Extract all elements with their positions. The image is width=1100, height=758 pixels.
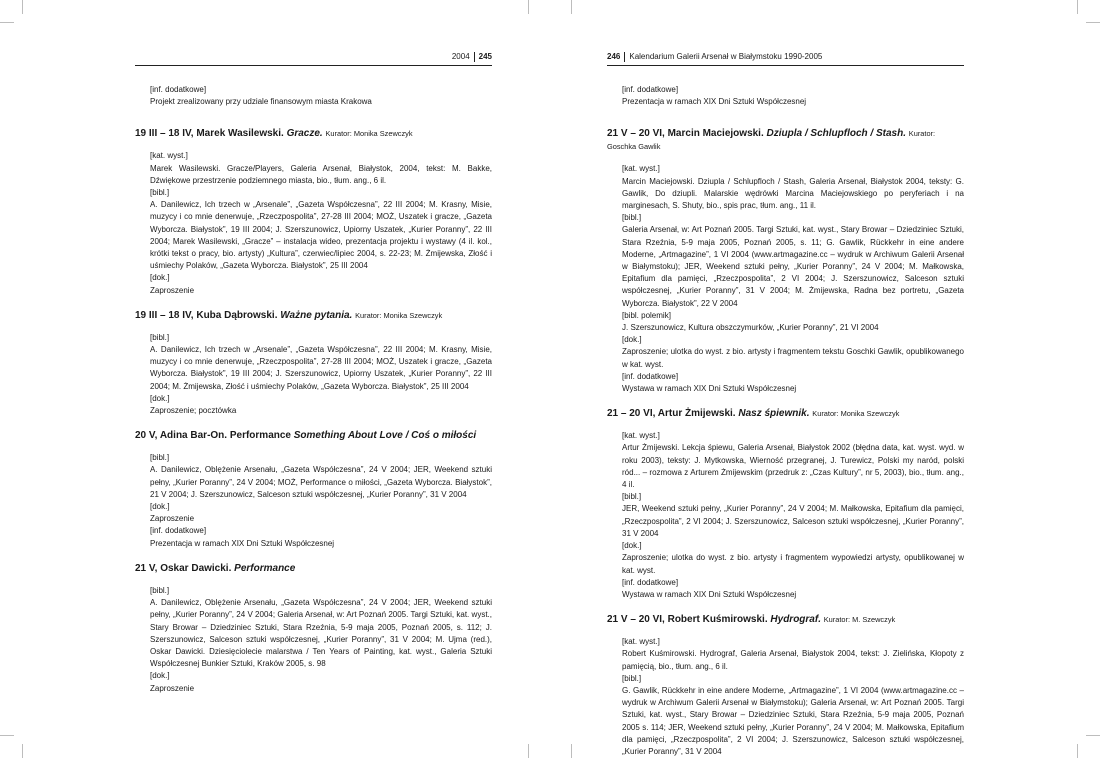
entry-date: 21 V, Oskar Dawicki. <box>135 562 232 574</box>
header-year: 2004 <box>451 52 470 61</box>
section-label: [kat. wyst.] <box>622 637 660 647</box>
section-label: [bibl.] <box>622 213 642 223</box>
entry-body <box>622 163 964 395</box>
entry-curator: Kurator: Monika Szewczyk <box>812 409 900 419</box>
exhibition-entry <box>607 127 964 395</box>
entry-heading <box>607 613 964 626</box>
entry-text: Zaproszenie <box>150 514 195 524</box>
intro-block <box>150 84 492 108</box>
exhibition-entry <box>607 613 964 758</box>
entry-text: J. Szerszunowicz, Kultura obszczymurków, „Kurier Poranny”, 21 VI 2004 <box>622 323 879 333</box>
page-number: 245 <box>478 52 492 61</box>
entry-text: Wystawa w ramach XIX Dni Sztuki Współczesnej <box>622 384 797 394</box>
entry-curator: Kurator: Monika Szewczyk <box>325 129 413 139</box>
intro-text: Prezentacja w ramach XIX Dni Sztuki Współczesnej <box>622 97 807 107</box>
entry-text: Marcin Maciejowski. Dziupla / Schlupfloch / Stash, Galeria Arsenał, Białystok 2004, teksty: G. Gawlik, Do dziupli. Malarskie wędrówki Marcina Maciejowskiego po peryferiach i na marginesach, S. Shuty, bio., spis prac, tłum. ang., 11 il. <box>622 176 964 211</box>
entry-body <box>622 430 964 601</box>
entry-heading <box>135 429 492 442</box>
entry-date: 21 V – 20 VI, Marcin Maciejowski. <box>607 128 764 140</box>
exhibition-entry <box>607 407 964 601</box>
entry-title: Something About Love / Coś o miłości <box>293 430 477 442</box>
exhibition-entry <box>135 309 492 417</box>
exhibition-entry <box>135 429 492 550</box>
entry-title: Dziupla / Schlupfloch / Stash. <box>766 128 906 140</box>
entry-text: G. Gawlik, Rückkehr in eine andere Moderne, „Artmagazine”, 1 VI 2004 (www.artmagazine.cc – wydruk w Archiwum Galerii Arsenał w Białymstoku); Galeria Arsenał, w: Art Poznań 2005. Targi Sztuki, kat. wyst., Stary Browar – Dziedziniec Sztuki, Stara Rzeźnia, 5-9 maja 2005, Poznań 2005 s. 114; JER, Weekend sztuki pełny, „Kurier Poranny”, 24 V 2004; M. Małkowska, Epitafium dla pamięci, „Rzeczpospolita”, 2 VI 2004; J. Szerszunowicz, Salceson sztuki współczesnej, „Kurier Poranny”, 31 V 2004 <box>622 685 964 756</box>
header-separator <box>474 52 475 62</box>
entry-text: A. Danilewicz, Ich trzech w „Arsenale”, „Gazeta Współczesna”, 22 III 2004; M. Krasny, Misie, muzycy i co mnie denerwuje, „Rzeczpospolita”, 27-28 III 2004; MOŻ, Uszatek i gracze, „Gazeta Wyborcza. Białystok”, 19 III 2004; J. Szerszunowicz, Upiorny Uszatek, „Kurier Poranny”, 22 III 2004; M. Żmijewska, Złość i uśmiechy Polaków, „Gazeta Wyborcza. Białystok”, 25 III 2004 <box>150 345 492 391</box>
entry-title: Nasz śpiewnik. <box>738 408 810 420</box>
entry-curator: Kurator: Monika Szewczyk <box>355 310 443 320</box>
entry-heading <box>607 127 964 153</box>
section-label: [inf. dodatkowe] <box>150 526 207 536</box>
right-column <box>607 84 964 758</box>
entry-body <box>622 636 964 758</box>
section-label: [dok.] <box>150 393 170 403</box>
running-title: Kalendarium Galerii Arsenał w Białymstoku 1990-2005 <box>629 52 823 61</box>
section-label: [inf. dodatkowe] <box>622 371 679 381</box>
entry-text: Zaproszenie <box>150 285 195 295</box>
entry-title: Hydrograf. <box>770 614 821 626</box>
section-label: [kat. wyst.] <box>150 151 188 161</box>
entry-heading <box>135 127 492 140</box>
entry-date: 19 III – 18 IV, Marek Wasilewski. <box>135 128 284 140</box>
section-label: [kat. wyst.] <box>622 164 660 174</box>
section-label: [bibl.] <box>150 585 170 595</box>
right-page <box>550 0 1100 758</box>
entry-body <box>150 452 492 550</box>
intro-block <box>622 84 964 108</box>
entry-text: Zaproszenie; ulotka do wyst. z bio. artysty i fragmentem tekstu Goschki Gawlik, opublikowanego w kat. wyst. <box>622 347 964 369</box>
entry-text: A. Danilewicz, Ich trzech w „Arsenale”, „Gazeta Współczesna”, 22 III 2004; M. Krasny, Misie, muzycy i co mnie denerwuje, „Rzeczpospolita”, 27-28 III 2004; MOŻ, Uszatek i gracze, „Gazeta Wyborcza. Białystok”, 19 III 2004; J. Szerszunowicz, Upiorny Uszatek, „Kurier Poranny”, 22 III 2004; Marek Wasilewski, „Gracze” – instalacja wideo, prezentacja projektu i wystawy (4 il. kol., krótki tekst o pracy, bio. artysty) „Kultura”, czerwiec/lipiec 2004, s. 22-23; M. Żmijewska, Złość i uśmiechy Polaków, „Gazeta Wyborcza. Białystok”, 25 III 2004 <box>150 200 492 271</box>
entry-text: Wystawa w ramach XIX Dni Sztuki Współczesnej <box>622 589 797 599</box>
entry-date: 21 V – 20 VI, Robert Kuśmirowski. <box>607 614 768 626</box>
section-label: [dok.] <box>622 541 642 551</box>
entry-text: Robert Kuśmirowski. Hydrograf, Galeria Arsenał, Białystok 2004, tekst: J. Zielińska, Kłopoty z pamięcią, bio., tłum. ang., 6 il. <box>622 649 964 671</box>
entry-curator: Kurator: M. Szewczyk <box>823 615 896 625</box>
entry-date: 21 – 20 VI, Artur Żmijewski. <box>607 408 736 420</box>
entry-title: Ważne pytania. <box>280 309 353 321</box>
section-label: [bibl.] <box>150 332 170 342</box>
header-separator <box>624 52 625 62</box>
section-label: [inf. dodatkowe] <box>622 85 679 94</box>
entry-text: A. Danilewicz, Oblężenie Arsenału, „Gazeta Współczesna”, 24 V 2004; JER, Weekend sztuki pełny, „Kurier Poranny”, 24 V 2004; Galeria Arsenał, w: Art Poznań 2005. Targi Sztuki, kat. wyst., Stary Browar – Dziedziniec Sztuki, Stara Rzeźnia, 5-9 maja 2005, Poznań 2005, s. 112; J. Szerszunowicz, Salceson sztuki współczesnej, „Kurier Poranny”, 31 V 2004; M. Ujma (red.), Oskar Dawicki. Dziesięciolecie malarstwa / Ten Years of Painting, kat. wyst., Galeria Sztuki Współczesnej Bunkier Sztuki, Kraków 2005, s. 98 <box>150 598 492 669</box>
exhibition-entry <box>135 562 492 695</box>
entry-heading <box>607 407 964 420</box>
entry-title: Gracze. <box>286 128 323 140</box>
section-label: [dok.] <box>150 671 170 681</box>
entry-body <box>150 332 492 417</box>
section-label: [kat. wyst.] <box>622 431 660 441</box>
entry-text: Artur Żmijewski. Lekcja śpiewu, Galeria Arsenał, Białystok 2002 (błędna data, kat. wyst. wyd. w roku 2003), teksty: J. Mytkowska, Wierność przegranej, J. Turewicz, Polski my naród, polski ród... – rozmowa z Arturem Żmijewskim (przedruk z: „Czas Kultury”, nr 5, 2003), bio., tłum. ang., 4 il. <box>622 443 964 490</box>
entry-text: Zaproszenie; pocztówka <box>150 406 237 416</box>
section-label: [bibl. polemik] <box>622 310 671 320</box>
exhibition-entry <box>135 127 492 296</box>
page-number: 246 <box>607 52 621 61</box>
right-page-header <box>607 50 964 66</box>
entry-date: 19 III – 18 IV, Kuba Dąbrowski. <box>135 309 278 321</box>
entry-text: Zaproszenie <box>150 683 195 693</box>
intro-text: Projekt zrealizowany przy udziale finansowym miasta Krakowa <box>150 97 372 107</box>
entry-title: Performance <box>234 562 296 574</box>
section-label: [bibl.] <box>622 492 642 502</box>
section-label: [dok.] <box>622 335 642 345</box>
section-label: [inf. dodatkowe] <box>622 577 679 587</box>
entry-heading <box>135 562 492 575</box>
section-label: [bibl.] <box>150 188 170 198</box>
section-label: [dok.] <box>150 273 170 283</box>
entry-text: Marek Wasilewski. Gracze/Players, Galeria Arsenał, Białystok, 2004, tekst: M. Bakke, Dźwiękowe przestrzenie podziemnego miasta, bio., tłum. ang., 6 il. <box>150 163 492 185</box>
entry-body <box>150 585 492 695</box>
section-label: [inf. dodatkowe] <box>150 85 207 94</box>
left-column <box>135 84 492 695</box>
entry-text: Galeria Arsenał, w: Art Poznań 2005. Targi Sztuki, kat. wyst., Stary Browar – Dziedziniec Sztuki, Stara Rzeźnia, 5-9 maja 2005, Poznań 2005, s. 11; G. Gawlik, Rückkehr in eine andere Moderne, „Artmagazine”, 1 VI 2004 (www.artmagazine.cc – wydruk w Archiwum Galerii Arsenał w Białymstoku); JER, Weekend sztuki pełny, „Kurier Poranny”, 24 V 2004; M. Małkowska, Epitafium dla pamięci, „Rzeczpospolita”, 2 VI 2004; J. Szerszunowicz, Salceson sztuki współczesnej, „Kurier Poranny”, 31 V 2004; M. Żmijewska, Radna bez portretu, „Gazeta Wyborcza. Białystok”, 22 V 2004 <box>622 225 964 308</box>
entry-text: Zaproszenie; ulotka do wyst. z bio. artysty i fragmentem wypowiedzi artysty, opublikowanej w kat. wyst. <box>622 553 964 575</box>
section-label: [dok.] <box>150 502 170 512</box>
section-label: [bibl.] <box>622 673 642 683</box>
left-page-header <box>135 50 492 66</box>
entry-heading <box>135 309 492 322</box>
entry-date: 20 V, Adina Bar-On. Performance <box>135 430 291 442</box>
entry-text: A. Danilewicz, Oblężenie Arsenału, „Gazeta Współczesna”, 24 V 2004; JER, Weekend sztuki pełny, „Kurier Poranny”, 24 V 2004; MOŻ, Performance o miłości, „Gazeta Wyborcza. Białystok”, 21 V 2004; J. Szerszunowicz, Salceson sztuki współczesnej, „Kurier Poranny”, 31 V 2004 <box>150 465 492 499</box>
section-label: [bibl.] <box>150 453 170 463</box>
entry-curator: Kurator: Goschka Gawlik <box>607 129 936 152</box>
entry-text: JER, Weekend sztuki pełny, „Kurier Poranny”, 24 V 2004; M. Małkowska, Epitafium dla pamięci, „Rzeczpospolita”, 2 VI 2004; J. Szerszunowicz, Salceson sztuki współczesnej, „Kurier Poranny”, 31 V 2004 <box>622 504 964 538</box>
entry-body <box>150 150 492 296</box>
entry-text: Prezentacja w ramach XIX Dni Sztuki Współczesnej <box>150 538 335 548</box>
